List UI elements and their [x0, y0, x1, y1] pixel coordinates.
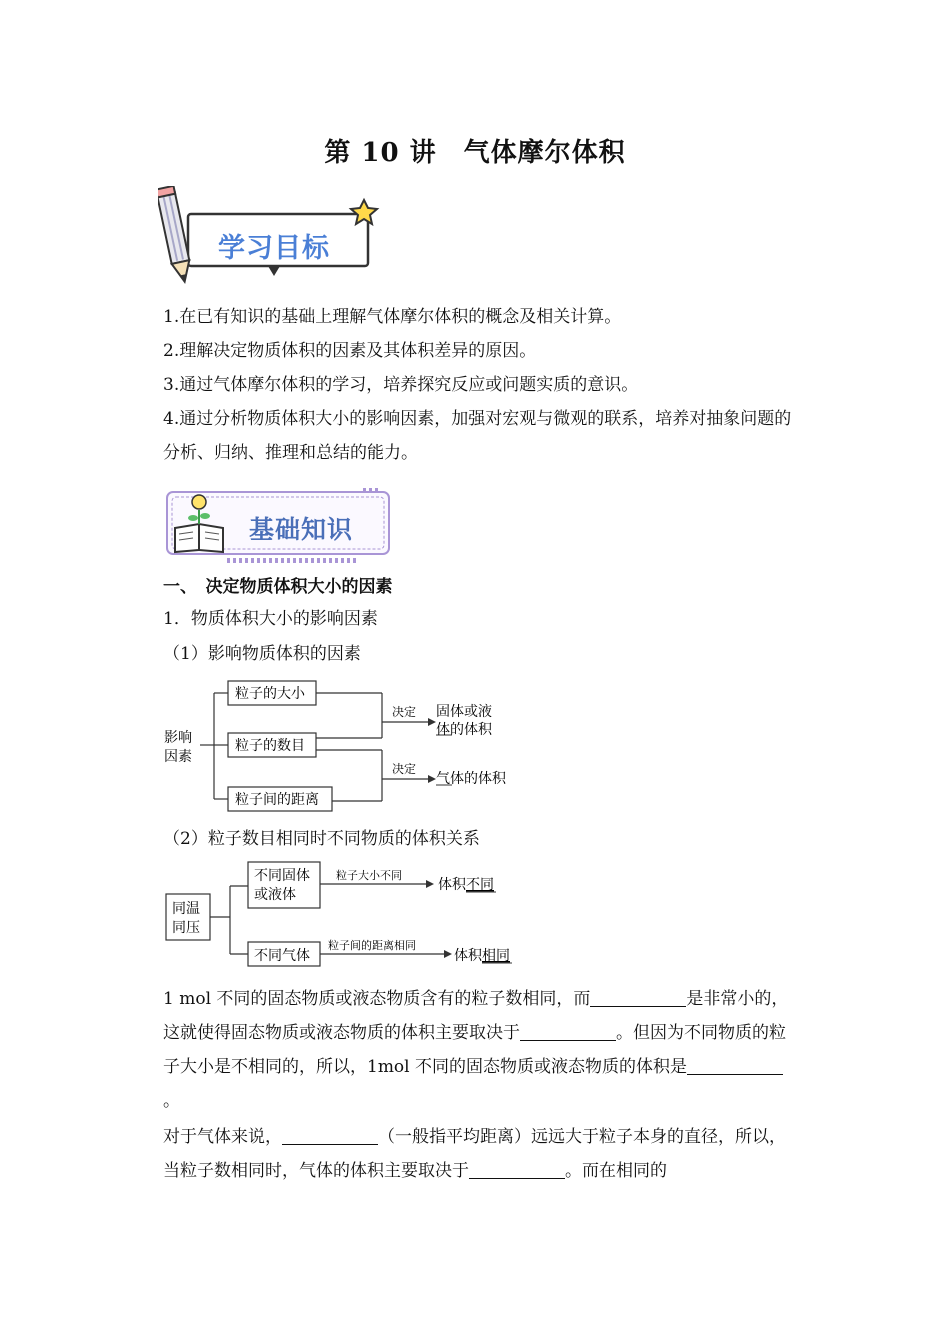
learning-goals-label: 学习目标 — [218, 233, 330, 264]
diagram-box-label: 不同气体 — [254, 948, 310, 964]
diagram-result: 体积 — [438, 877, 466, 893]
fill-in-blank[interactable] — [687, 1054, 783, 1075]
text-segment: 。 — [163, 1091, 180, 1111]
fill-in-blank[interactable] — [282, 1124, 378, 1145]
goal-item: 3.通过气体摩尔体积的学习，培养探究反应或问题实质的意识。 — [163, 375, 639, 395]
basic-knowledge-label: 基础知识 — [249, 515, 354, 544]
goal-item: 1.在已有知识的基础上理解气体摩尔体积的概念及相关计算。 — [163, 307, 622, 327]
diagram-arrow-label: 决定 — [392, 705, 417, 719]
diagram-label: 因素 — [164, 749, 192, 765]
diagram-result: 固体或液 — [436, 704, 492, 720]
learning-goals-badge — [158, 186, 384, 286]
fill-in-blank[interactable] — [469, 1158, 565, 1179]
text-segment: 。但因为不同物质的粒子大小是不相同的，所以，1mol 不同的固态物质或液态物质的体积是 — [163, 1023, 786, 1077]
text-segment: 对于气体来说， — [163, 1127, 282, 1147]
page-title: 第 10 讲 气体摩尔体积 — [324, 138, 626, 168]
diagram-result: 体的体积 — [436, 722, 492, 738]
section-heading: 一、 决定物质体积大小的因素 — [163, 577, 393, 597]
diagram-box-label: 粒子的数目 — [235, 738, 305, 754]
diagram-label: 同压 — [172, 920, 200, 936]
volume-factors-diagram — [160, 672, 540, 817]
text-segment: 是非常小的，这就使得固态物质或液态物质的体积主要取决于 — [163, 989, 789, 1043]
diagram-result-key: 相同 — [482, 948, 510, 964]
fill-in-blank[interactable] — [520, 1020, 616, 1041]
goal-item: 4.通过分析物质体积大小的影响因素，加强对宏观与微观的联系，培养对抽象问题的分析、归纳、推理和总结的能力。 — [163, 409, 792, 463]
text-segment: 。而在相同的 — [565, 1161, 667, 1181]
basic-knowledge-badge — [163, 488, 393, 564]
diagram-label: 影响 — [164, 730, 192, 746]
diagram-arrow-label: 粒子大小不同 — [336, 869, 402, 882]
text-segment: （一般指平均距离）远远大于粒子本身的直径，所以，当粒子数相同时，气体的体积主要取决于 — [163, 1127, 786, 1181]
diagram-label: 同温 — [172, 901, 200, 917]
diagram-arrow-label: 粒子间的距离相同 — [328, 939, 416, 952]
goal-item: 2.理解决定物质体积的因素及其体积差异的原因。 — [163, 341, 537, 361]
fill-in-blank[interactable] — [590, 986, 686, 1007]
goals-list — [163, 300, 793, 470]
diagram-result-key: 不同 — [466, 877, 494, 893]
explanation-paragraph — [163, 1120, 793, 1188]
diagram-box-label: 不同固体 — [254, 868, 310, 884]
diagram-result: 气体的体积 — [436, 771, 506, 787]
subsection-heading: 1．物质体积大小的影响因素 — [163, 609, 378, 629]
diagram-arrow-label: 决定 — [392, 762, 417, 776]
diagram-box-label: 粒子间的距离 — [235, 792, 319, 808]
diagram-box-label: 粒子的大小 — [235, 686, 305, 702]
subsection-heading: （1）影响物质体积的因素 — [163, 644, 361, 664]
text-segment: 1 mol 不同的固态物质或液态物质含有的粒子数相同，而 — [163, 989, 591, 1009]
subsection-heading: （2）粒子数目相同时不同物质的体积关系 — [163, 829, 480, 849]
same-particle-number-diagram — [160, 856, 540, 974]
explanation-paragraph — [163, 982, 793, 1118]
diagram-box-label: 或液体 — [254, 887, 296, 903]
diagram-result: 体积 — [454, 948, 482, 964]
